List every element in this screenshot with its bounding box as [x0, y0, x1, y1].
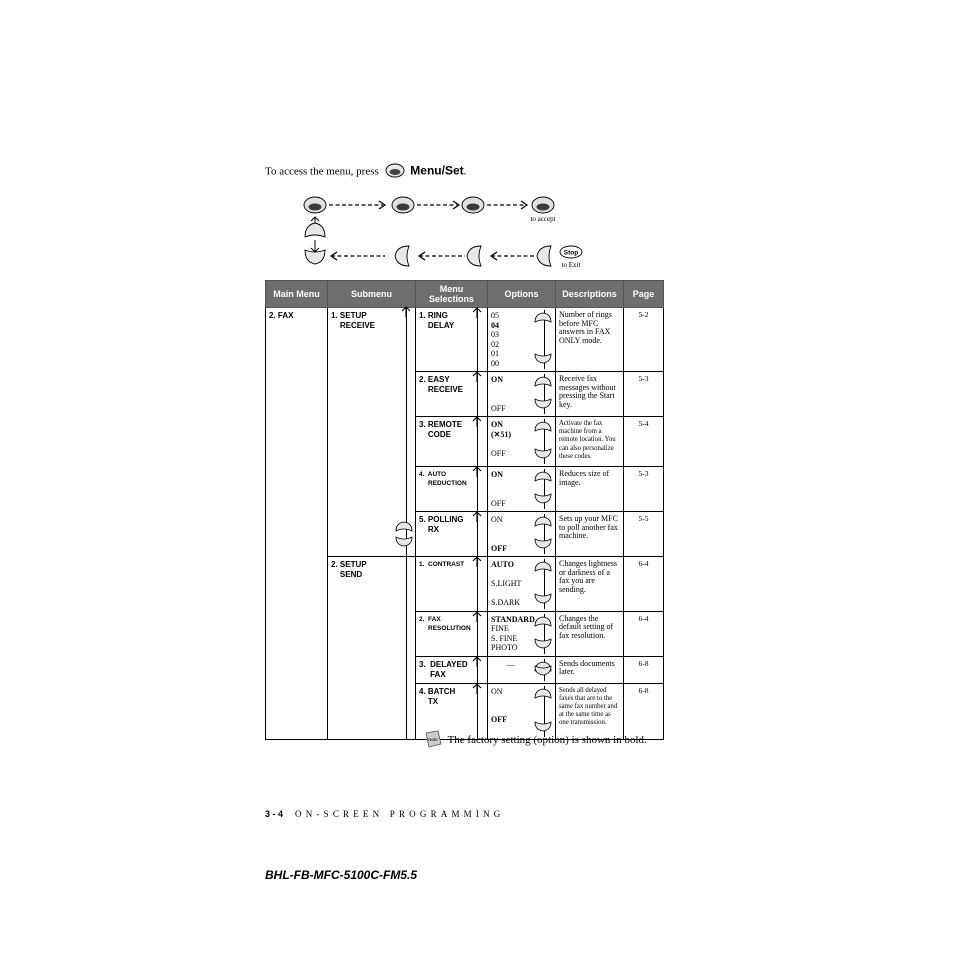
description-cell: [556, 372, 624, 417]
option-value: 05: [491, 311, 499, 320]
description-text: Reduces size of image.: [559, 469, 610, 487]
description-text: Activate the fax machine from a remote location. You can also personalize these codes.: [559, 420, 616, 460]
page-ref-cell: [624, 417, 664, 467]
header-descriptions: Descriptions: [556, 281, 624, 308]
menu-selection-label: 1. CONTRAST: [419, 561, 465, 568]
option-down-key-icon: [534, 397, 552, 412]
options-cell: [488, 372, 556, 417]
header-menu-selections: Menu Selections: [416, 281, 488, 308]
option-up-key-icon: [534, 376, 552, 391]
menu-selection-label: 2. EASY RECEIVE: [419, 375, 464, 394]
selection-up-arrow-icon: [470, 611, 484, 626]
description-text: Number of rings before MFC answers in FAX ONLY mode.: [559, 310, 612, 346]
menu-key-2-icon: [392, 197, 414, 213]
option-value: OFF: [491, 498, 506, 508]
page-ref: 5-3: [638, 374, 649, 383]
options-cell: [488, 467, 556, 512]
option-down-key-icon: [534, 592, 552, 607]
option-value: 02: [491, 339, 499, 349]
left-key-2-icon: [467, 246, 481, 266]
option-up-key-icon: [534, 516, 552, 531]
option-down-key-icon: [534, 352, 552, 367]
option-value: ON: [491, 515, 503, 524]
option-up-key-icon: [534, 471, 552, 486]
menu-selection-label: 5. POLLING RX: [419, 515, 464, 534]
table-row: [266, 308, 664, 372]
page-ref-cell: [624, 557, 664, 612]
option-value: OFF: [491, 403, 506, 413]
description-text: Changes the default setting of fax resolution.: [559, 613, 614, 640]
option-down-key-icon: [534, 537, 552, 552]
option-value: S.DARK: [491, 598, 521, 607]
submenu-label: 2. SETUP SEND: [331, 560, 367, 579]
options-cell: [488, 512, 556, 557]
option-value: OFF: [491, 543, 507, 553]
page-ref-cell: [624, 467, 664, 512]
option-value: ON: [491, 470, 503, 479]
description-cell: [556, 512, 624, 557]
option-value: ON: [491, 375, 503, 384]
menu-selection-label: 4. AUTO REDUCTION: [419, 471, 467, 487]
page-ref: 6-4: [638, 613, 649, 623]
options-cell: [488, 611, 556, 656]
submenu-cell: [328, 308, 416, 557]
page-ref-cell: [624, 611, 664, 656]
option-value: 01: [491, 349, 499, 358]
page-footer: [265, 809, 504, 819]
menu-key-accept-icon: [532, 197, 554, 213]
description-text: Sends all delayed faxes that are to the same fax number and at the same time as one transmission.: [559, 686, 618, 727]
option-value: S. FINE: [491, 633, 518, 643]
menu-selection-cell: [416, 611, 488, 656]
description-cell: [556, 417, 624, 467]
options-cell: [488, 557, 556, 612]
option-up-key-icon: [534, 616, 552, 631]
description-cell: [556, 656, 624, 683]
description-text: Receive fax messages without pressing the Start key.: [559, 374, 616, 410]
page-ref-cell: [624, 656, 664, 683]
note-line: [423, 729, 647, 752]
option-down-key-icon: [534, 447, 552, 462]
menu-selection-cell: [416, 467, 488, 512]
page-ref: 5-3: [638, 469, 649, 478]
description-cell: [556, 557, 624, 612]
section-title: ON-SCREEN PROGRAMMING: [295, 809, 505, 819]
note-text: The factory setting (option) is shown in bold.: [447, 734, 647, 747]
up-key-icon: [305, 223, 325, 237]
options-cell: [488, 308, 556, 372]
option-down-key-icon: [534, 637, 552, 652]
intro-text: To access the menu, press: [265, 165, 379, 178]
down-key-icon: [305, 250, 325, 264]
option-up-key-icon: [534, 421, 552, 436]
page-ref-cell: [624, 372, 664, 417]
selection-up-arrow-icon: [470, 416, 484, 431]
option-value: [491, 706, 552, 716]
submenu-cell: [328, 557, 416, 740]
navigation-diagram: [295, 190, 595, 272]
exit-caption: to Exit: [561, 261, 581, 269]
table-header-row: [266, 281, 664, 308]
option-up-key-icon: [534, 561, 552, 576]
document-id: BHL-FB-MFC-5100C-FM5.5: [265, 868, 418, 882]
intro-line: [265, 163, 466, 181]
option-value: OFF: [491, 448, 506, 458]
page-ref-cell: [624, 512, 664, 557]
header-submenu: Submenu: [328, 281, 416, 308]
selection-up-arrow-icon: [470, 683, 484, 698]
description-text: Changes lightness or darkness of a fax you are sending.: [559, 559, 617, 595]
submenu-scroll-keys-icon: [395, 521, 413, 550]
option-value: S.LIGHT: [491, 579, 522, 588]
menu-selection-cell: [416, 512, 488, 557]
page-ref: 5-2: [638, 310, 649, 319]
page-ref: 6-8: [638, 685, 649, 695]
option-value: (✕51): [491, 429, 512, 439]
page-ref: 5-5: [638, 514, 649, 523]
header-options: Options: [488, 281, 556, 308]
menu-selection-label: 2. FAX RESOLUTION: [419, 615, 471, 632]
menu-selection-label: 1. RING DELAY: [419, 311, 455, 330]
option-value: —: [506, 659, 515, 669]
note-icon-label: Note: [428, 737, 438, 742]
menu-set-label: Menu/Set: [410, 163, 464, 178]
option-value: 03: [491, 330, 499, 339]
main-menu-label: 2. FAX: [269, 311, 294, 320]
menu-selection-label: 3. REMOTE CODE: [419, 420, 463, 439]
options-cell: [488, 417, 556, 467]
header-main-menu: Main Menu: [266, 281, 328, 308]
menu-selection-label: 4. BATCH TX: [419, 686, 456, 706]
page-ref-cell: [624, 308, 664, 372]
menu-selection-cell: [416, 656, 488, 683]
page-ref: 5-4: [638, 419, 649, 428]
menu-selection-cell: [416, 308, 488, 372]
menu-selection-cell: [416, 417, 488, 467]
left-key-3-icon: [537, 246, 551, 266]
description-text: Sets up your MFC to poll another fax machine.: [559, 514, 618, 541]
menu-key-1-icon: [304, 197, 326, 213]
note-icon: [423, 729, 443, 752]
description-cell: [556, 611, 624, 656]
selection-up-arrow-icon: [470, 307, 484, 322]
submenu-label: 1. SETUP RECEIVE: [331, 311, 376, 330]
left-key-1-icon: [395, 246, 409, 266]
option-value: FINE: [491, 624, 509, 633]
menu-selection-cell: [416, 557, 488, 612]
option-up-key-icon: [534, 312, 552, 327]
option-value: AUTO: [491, 560, 514, 569]
option-value: ON: [491, 686, 503, 696]
option-down-key-icon: [534, 492, 552, 507]
options-cell: [488, 656, 556, 683]
menu-key-3-icon: [462, 197, 484, 213]
option-up-key-icon: [534, 688, 552, 703]
page-ref: 6-8: [638, 658, 649, 668]
option-value: PHOTO: [491, 643, 518, 652]
option-down-key-icon: [534, 664, 552, 679]
intro-period: .: [463, 165, 467, 178]
stop-label: Stop: [563, 249, 579, 257]
option-value: ON: [491, 420, 503, 429]
selection-up-arrow-icon: [470, 656, 484, 671]
accept-caption: to accept: [530, 215, 556, 223]
header-page: Page: [624, 281, 664, 308]
page-number: 3 - 4: [265, 809, 284, 819]
menu-set-key-icon: [385, 163, 405, 181]
selection-up-arrow-icon: [470, 511, 484, 526]
submenu-up-arrow-icon: [399, 306, 413, 321]
main-menu-cell: [266, 308, 328, 740]
selection-up-arrow-icon: [470, 371, 484, 386]
option-value: OFF: [491, 715, 507, 724]
fax-menu-table: [265, 280, 664, 740]
description-text: Sends documents later.: [559, 658, 615, 677]
option-value: 04: [491, 320, 499, 330]
selection-up-arrow-icon: [470, 466, 484, 481]
menu-selection-label: 3. DELAYED FAX: [419, 659, 468, 679]
option-value: STANDARD: [491, 614, 535, 624]
description-cell: [556, 467, 624, 512]
description-cell: [556, 308, 624, 372]
page-ref: 6-4: [638, 559, 649, 568]
stop-key-icon: [560, 246, 582, 258]
selection-up-arrow-icon: [470, 556, 484, 571]
menu-selection-cell: [416, 372, 488, 417]
option-value: 00: [491, 358, 499, 368]
